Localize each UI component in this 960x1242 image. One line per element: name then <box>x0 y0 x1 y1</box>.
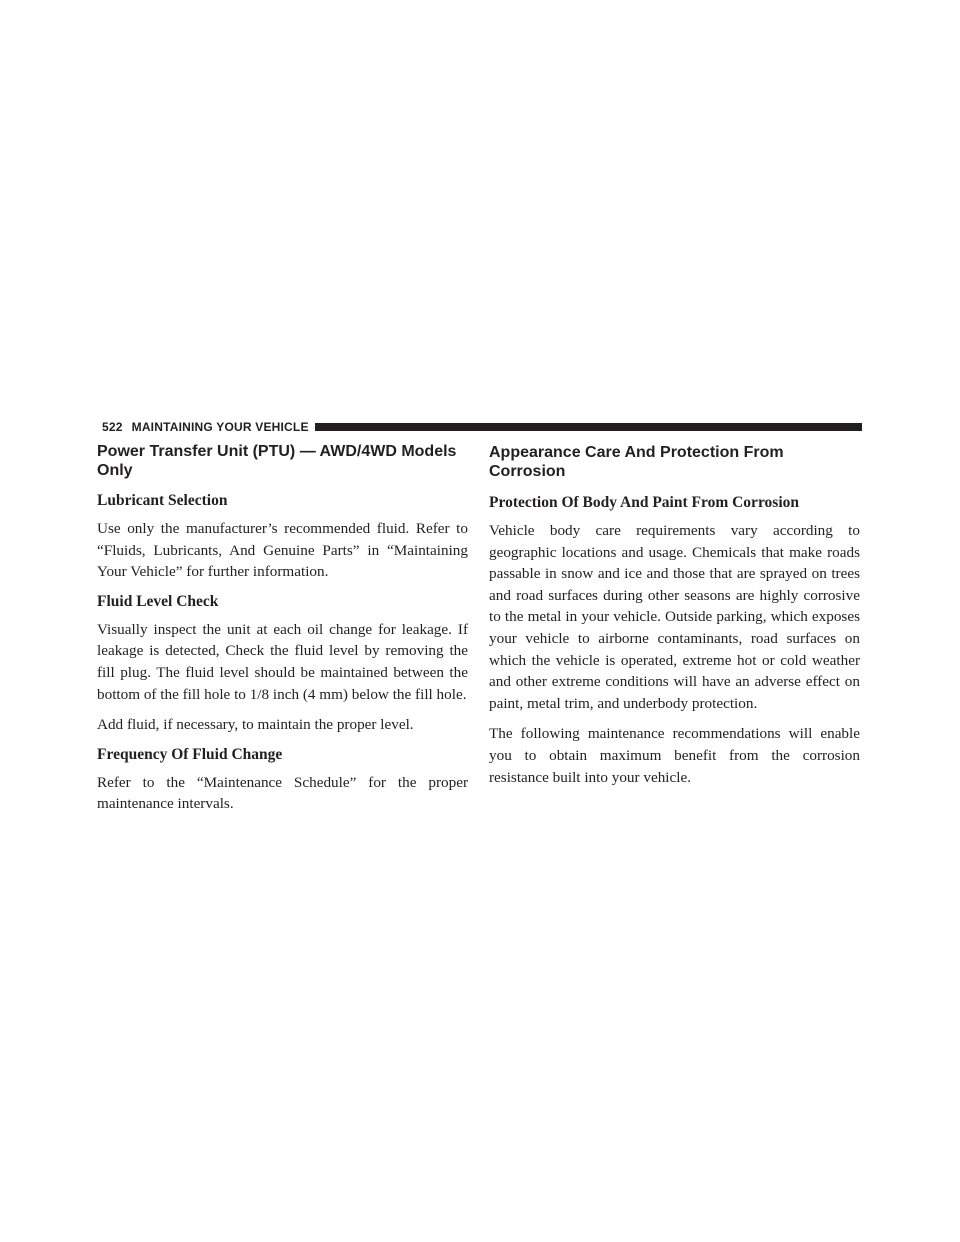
maintenance-recommendations-paragraph: The following maintenance recommendations will enable you to obtain maximum benefit from the corrosion resistance built into your vehicle. <box>489 725 860 786</box>
fluid-change-frequency-heading: Frequency Of Fluid Change <box>97 745 283 763</box>
fluid-change-frequency-paragraph: Refer to the “Maintenance Schedule” for the proper maintenance intervals. <box>97 773 468 813</box>
page-number: 522 <box>102 420 123 434</box>
add-fluid-paragraph: Add fluid, if necessary, to maintain the proper level. <box>97 716 414 734</box>
left-column <box>97 442 468 824</box>
corrosion-protection-paragraph: Vehicle body care requirements vary according to geographic locations and usage. Chemicals that make roads passable in snow and ice and those that are sprayed on trees and road surfaces during other seasons are highly corrosive to the metal in your vehicle. Outside parking, which exposes your vehicle to airborne contaminants, road surfaces on which the vehicle is operated, extreme hot or cold weather and other extreme conditions will have an adverse effect on paint, metal trim, and underbody protection. <box>489 522 860 712</box>
lubricant-selection-heading: Lubricant Selection <box>97 492 228 509</box>
ptu-section-title: Power Transfer Unit (PTU) — AWD/4WD Models Only <box>97 443 457 479</box>
fluid-level-check-heading: Fluid Level Check <box>97 592 219 610</box>
appearance-care-title: Appearance Care And Protection From Corrosion <box>489 444 784 480</box>
lubricant-selection-paragraph: Use only the manufacturer’s recommended fluid. Refer to “Fluids, Lubricants, And Genuine Parts” in “Maintaining Your Vehicle” for further information. <box>97 520 468 581</box>
section-title: MAINTAINING YOUR VEHICLE <box>131 420 309 434</box>
right-column <box>489 442 860 797</box>
header-rule <box>315 423 862 431</box>
fluid-level-check-paragraph: Visually inspect the unit at each oil change for leakage. If leakage is detected, Check the fluid level by removing the fill plug. The fluid level should be maintained between the bottom of the fill hole to 1/8 inch (4 mm) below the fill hole. <box>97 620 468 703</box>
corrosion-protection-heading: Protection Of Body And Paint From Corrosion <box>489 494 799 511</box>
running-header <box>102 419 862 435</box>
